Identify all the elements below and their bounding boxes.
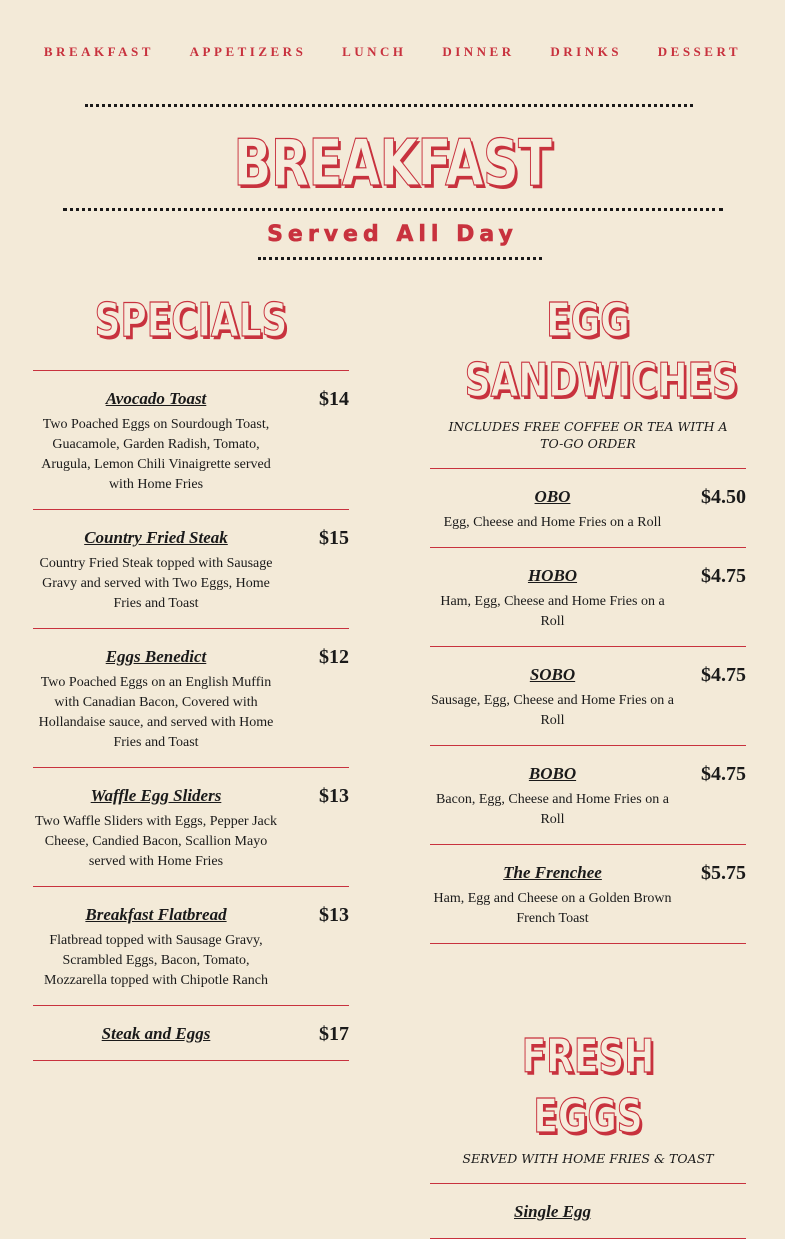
menu-item-name: Avocado Toast [105,389,207,408]
specials-section [33,290,349,1061]
specials-title: SPECIALS [94,293,288,347]
menu-item-description: Ham, Egg, Cheese and Home Fries on a Roll [440,594,665,629]
fresh-eggs-note: SERVED WITH HOME FRIES & TOAST [462,1151,714,1166]
menu-item-name: SOBO [529,665,576,684]
egg-sandwiches-list [430,469,746,944]
menu-item-name: The Frenchee [503,863,602,882]
nav-dessert[interactable]: DESSERT [657,44,742,59]
menu-item-description: Two Waffle Sliders with Eggs, Pepper Jack Cheese, Candied Bacon, Scallion Mayo served with Home Fries [35,814,277,869]
dotted-divider-mid [63,208,723,211]
menu-item-name: OBO [534,487,571,506]
menu-item-price: $4.50 [701,486,746,508]
menu-item-description: Egg, Cheese and Home Fries on a Roll [443,515,662,530]
egg-sandwiches-section [430,290,746,1239]
category-nav [0,44,785,60]
menu-item-name: HOBO [527,566,578,585]
menu-item [33,629,349,768]
menu-item-description: Two Poached Eggs on an English Muffin with Canadian Bacon, Covered with Hollandaise sauce, and served with Home Fries and Toast [38,675,274,750]
menu-item-name: Breakfast Flatbread [85,905,227,924]
menu-item-price: $4.75 [701,664,746,686]
menu-item-description: Country Fried Steak topped with Sausage Gravy and served with Two Eggs, Home Fries and Toast [39,556,273,611]
menu-item-price: $5.75 [701,862,746,884]
menu-item-description: Bacon, Egg, Cheese and Home Fries on a Roll [436,792,669,827]
menu-item [430,469,746,548]
menu-item-name: Single Egg [514,1202,591,1221]
menu-item-name: Eggs Benedict [105,647,207,666]
menu-item-price: $13 [319,904,349,926]
menu-item [430,647,746,746]
menu-item-description: Flatbread topped with Sausage Gravy, Scrambled Eggs, Bacon, Tomato, Mozzarella topped with Chipotle Ranch [44,933,268,988]
menu-item-price: $15 [319,527,349,549]
egg-sandwiches-title: EGG SANDWICHES [464,293,738,407]
fresh-eggs-list [430,1184,746,1239]
specials-list [33,371,349,1061]
menu-item [33,1006,349,1061]
menu-item-description: Two Poached Eggs on Sourdough Toast, Guacamole, Garden Radish, Tomato, Arugula, Lemon Chili Vinaigrette served with Home Fries [41,417,271,492]
menu-item-price: $12 [319,646,349,668]
menu-item-price: $17 [319,1023,349,1045]
menu-item [430,1184,746,1239]
menu-item [33,510,349,629]
menu-item-price: $13 [319,785,349,807]
dotted-divider-bottom [258,257,542,260]
nav-appetizers[interactable]: APPETIZERS [189,44,307,59]
fresh-eggs-title: FRESH EGGS [521,1029,655,1143]
menu-item [430,548,746,647]
menu-item-price: $4.75 [701,565,746,587]
nav-drinks[interactable]: DRINKS [550,44,622,59]
menu-item-name: Steak and Eggs [101,1024,211,1043]
dotted-divider-top [85,104,693,107]
menu-item-description: Ham, Egg and Cheese on a Golden Brown French Toast [433,891,672,926]
nav-lunch[interactable]: LUNCH [342,44,407,59]
page-title: BREAKFAST [233,127,552,201]
nav-dinner[interactable]: DINNER [442,44,515,59]
menu-item [33,768,349,887]
menu-item-name: Waffle Egg Sliders [90,786,222,805]
menu-item [33,371,349,510]
menu-item-price: $4.75 [701,763,746,785]
menu-item [430,845,746,944]
menu-item-name: BOBO [528,764,577,783]
nav-breakfast[interactable]: BREAKFAST [43,44,154,59]
menu-item [430,746,746,845]
menu-item-name: Country Fried Steak [84,528,228,547]
menu-item [33,887,349,1006]
page-subtitle: Served All Day [267,222,518,247]
egg-sandwiches-note: INCLUDES FREE COFFEE OR TEA WITH A TO-GO ORDER [448,419,728,451]
menu-item-price: $14 [319,388,349,410]
menu-item-description: Sausage, Egg, Cheese and Home Fries on a Roll [431,693,674,728]
